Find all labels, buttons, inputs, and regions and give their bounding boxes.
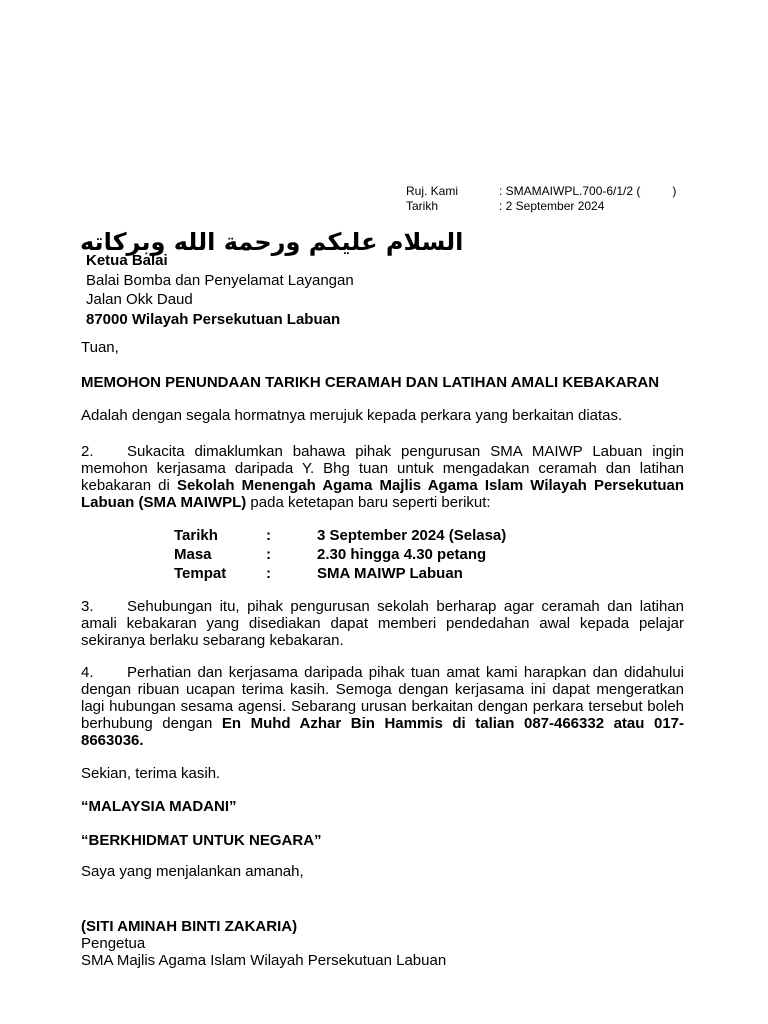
recipient-line3: 87000 Wilayah Persekutuan Labuan	[86, 311, 341, 328]
ruj-parenthesis	[646, 184, 676, 199]
date-row	[406, 199, 676, 214]
detail-separator: :	[266, 527, 271, 544]
ruj-value: : SMAMAIWPL.700-6/1/2 (	[499, 184, 641, 198]
paragraph-4-number: 4.	[81, 664, 94, 681]
detail-row-tarikh	[174, 526, 506, 545]
signatory-position: Pengetua	[81, 935, 146, 952]
closing: Sekian, terima kasih.	[81, 765, 221, 782]
subject: MEMOHON PENUNDAAN TARIKH CERAMAH DAN LATIHAN AMALI KEBAKARAN	[81, 374, 660, 391]
motto-berkhidmat: “BERKHIDMAT UNTUK NEGARA”	[81, 832, 322, 849]
reference-block	[406, 184, 676, 214]
contact-person: En Muhd Azhar Bin Hammis di talian 087-466332 atau 017-8663036.	[81, 715, 684, 749]
opening-paragraph: Adalah dengan segala hormatnya merujuk kepada perkara yang berkaitan diatas.	[81, 407, 623, 424]
detail-label: Tempat	[174, 565, 227, 582]
reference-row	[406, 184, 676, 199]
salutation: Tuan,	[81, 339, 119, 356]
paragraph-3	[81, 598, 684, 649]
paragraph-3-text: Sehubungan itu, pihak pengurusan sekolah berharap agar ceramah dan latihan amali kebakaran yang disediakan dapat memberi pendedahan awal kepada pelajar sekiranya berlaku sebarang kebakaran.	[81, 598, 684, 649]
detail-value: 2.30 hingga 4.30 petang	[317, 546, 487, 563]
ruj-label: Ruj. Kami	[406, 184, 459, 198]
arabic-greeting: السلام عليكم ورحمة الله وبركاته	[80, 228, 464, 256]
signatory-organisation: SMA Majlis Agama Islam Wilayah Persekutuan Labuan	[81, 952, 447, 969]
paragraph-2-text: Sukacita dimaklumkan bahawa pihak pengurusan SMA MAIWP Labuan ingin memohon kerjasama daripada Y. Bhg tuan untuk mengadakan ceramah dan latihan kebakaran di	[81, 443, 684, 494]
recipient-title: Ketua Balai	[86, 252, 168, 269]
tarikh-value: : 2 September 2024	[499, 199, 605, 213]
paragraph-4-text: Perhatian dan kerjasama daripada pihak tuan amat kami harapkan dan didahului dengan ribuan ucapan terima kasih. Semoga dengan kerjasama ini dapat mengeratkan lagi hubungan sesama agensi. Sebarang urusan berkaitan dengan perkara tersebut boleh berhubung dengan	[81, 664, 684, 732]
trust-line: Saya yang menjalankan amanah,	[81, 863, 304, 880]
paragraph-2-number: 2.	[81, 443, 94, 460]
ruj-close: )	[672, 184, 677, 198]
signatory-name: (SITI AMINAH BINTI ZAKARIA)	[81, 918, 298, 935]
paragraph-3-number: 3.	[81, 598, 94, 615]
tarikh-label: Tarikh	[406, 199, 439, 213]
detail-separator: :	[266, 565, 271, 582]
detail-label: Masa	[174, 546, 212, 563]
detail-label: Tarikh	[174, 527, 218, 544]
detail-value: SMA MAIWP Labuan	[317, 565, 463, 582]
paragraph-4	[81, 664, 684, 749]
school-name: Sekolah Menengah Agama Majlis Agama Islam Wilayah Persekutuan Labuan (SMA MAIWPL)	[81, 477, 684, 511]
detail-value: 3 September 2024 (Selasa)	[317, 527, 507, 544]
motto-malaysia-madani: “MALAYSIA MADANI”	[81, 798, 237, 815]
detail-separator: :	[266, 546, 271, 563]
paragraph-2-tail: pada ketetapan baru seperti berikut:	[246, 494, 491, 511]
paragraph-2	[81, 443, 684, 511]
recipient-line1: Balai Bomba dan Penyelamat Layangan	[86, 272, 354, 289]
recipient-line2: Jalan Okk Daud	[86, 291, 193, 308]
detail-row-tempat	[174, 564, 463, 583]
detail-row-masa	[174, 545, 486, 564]
